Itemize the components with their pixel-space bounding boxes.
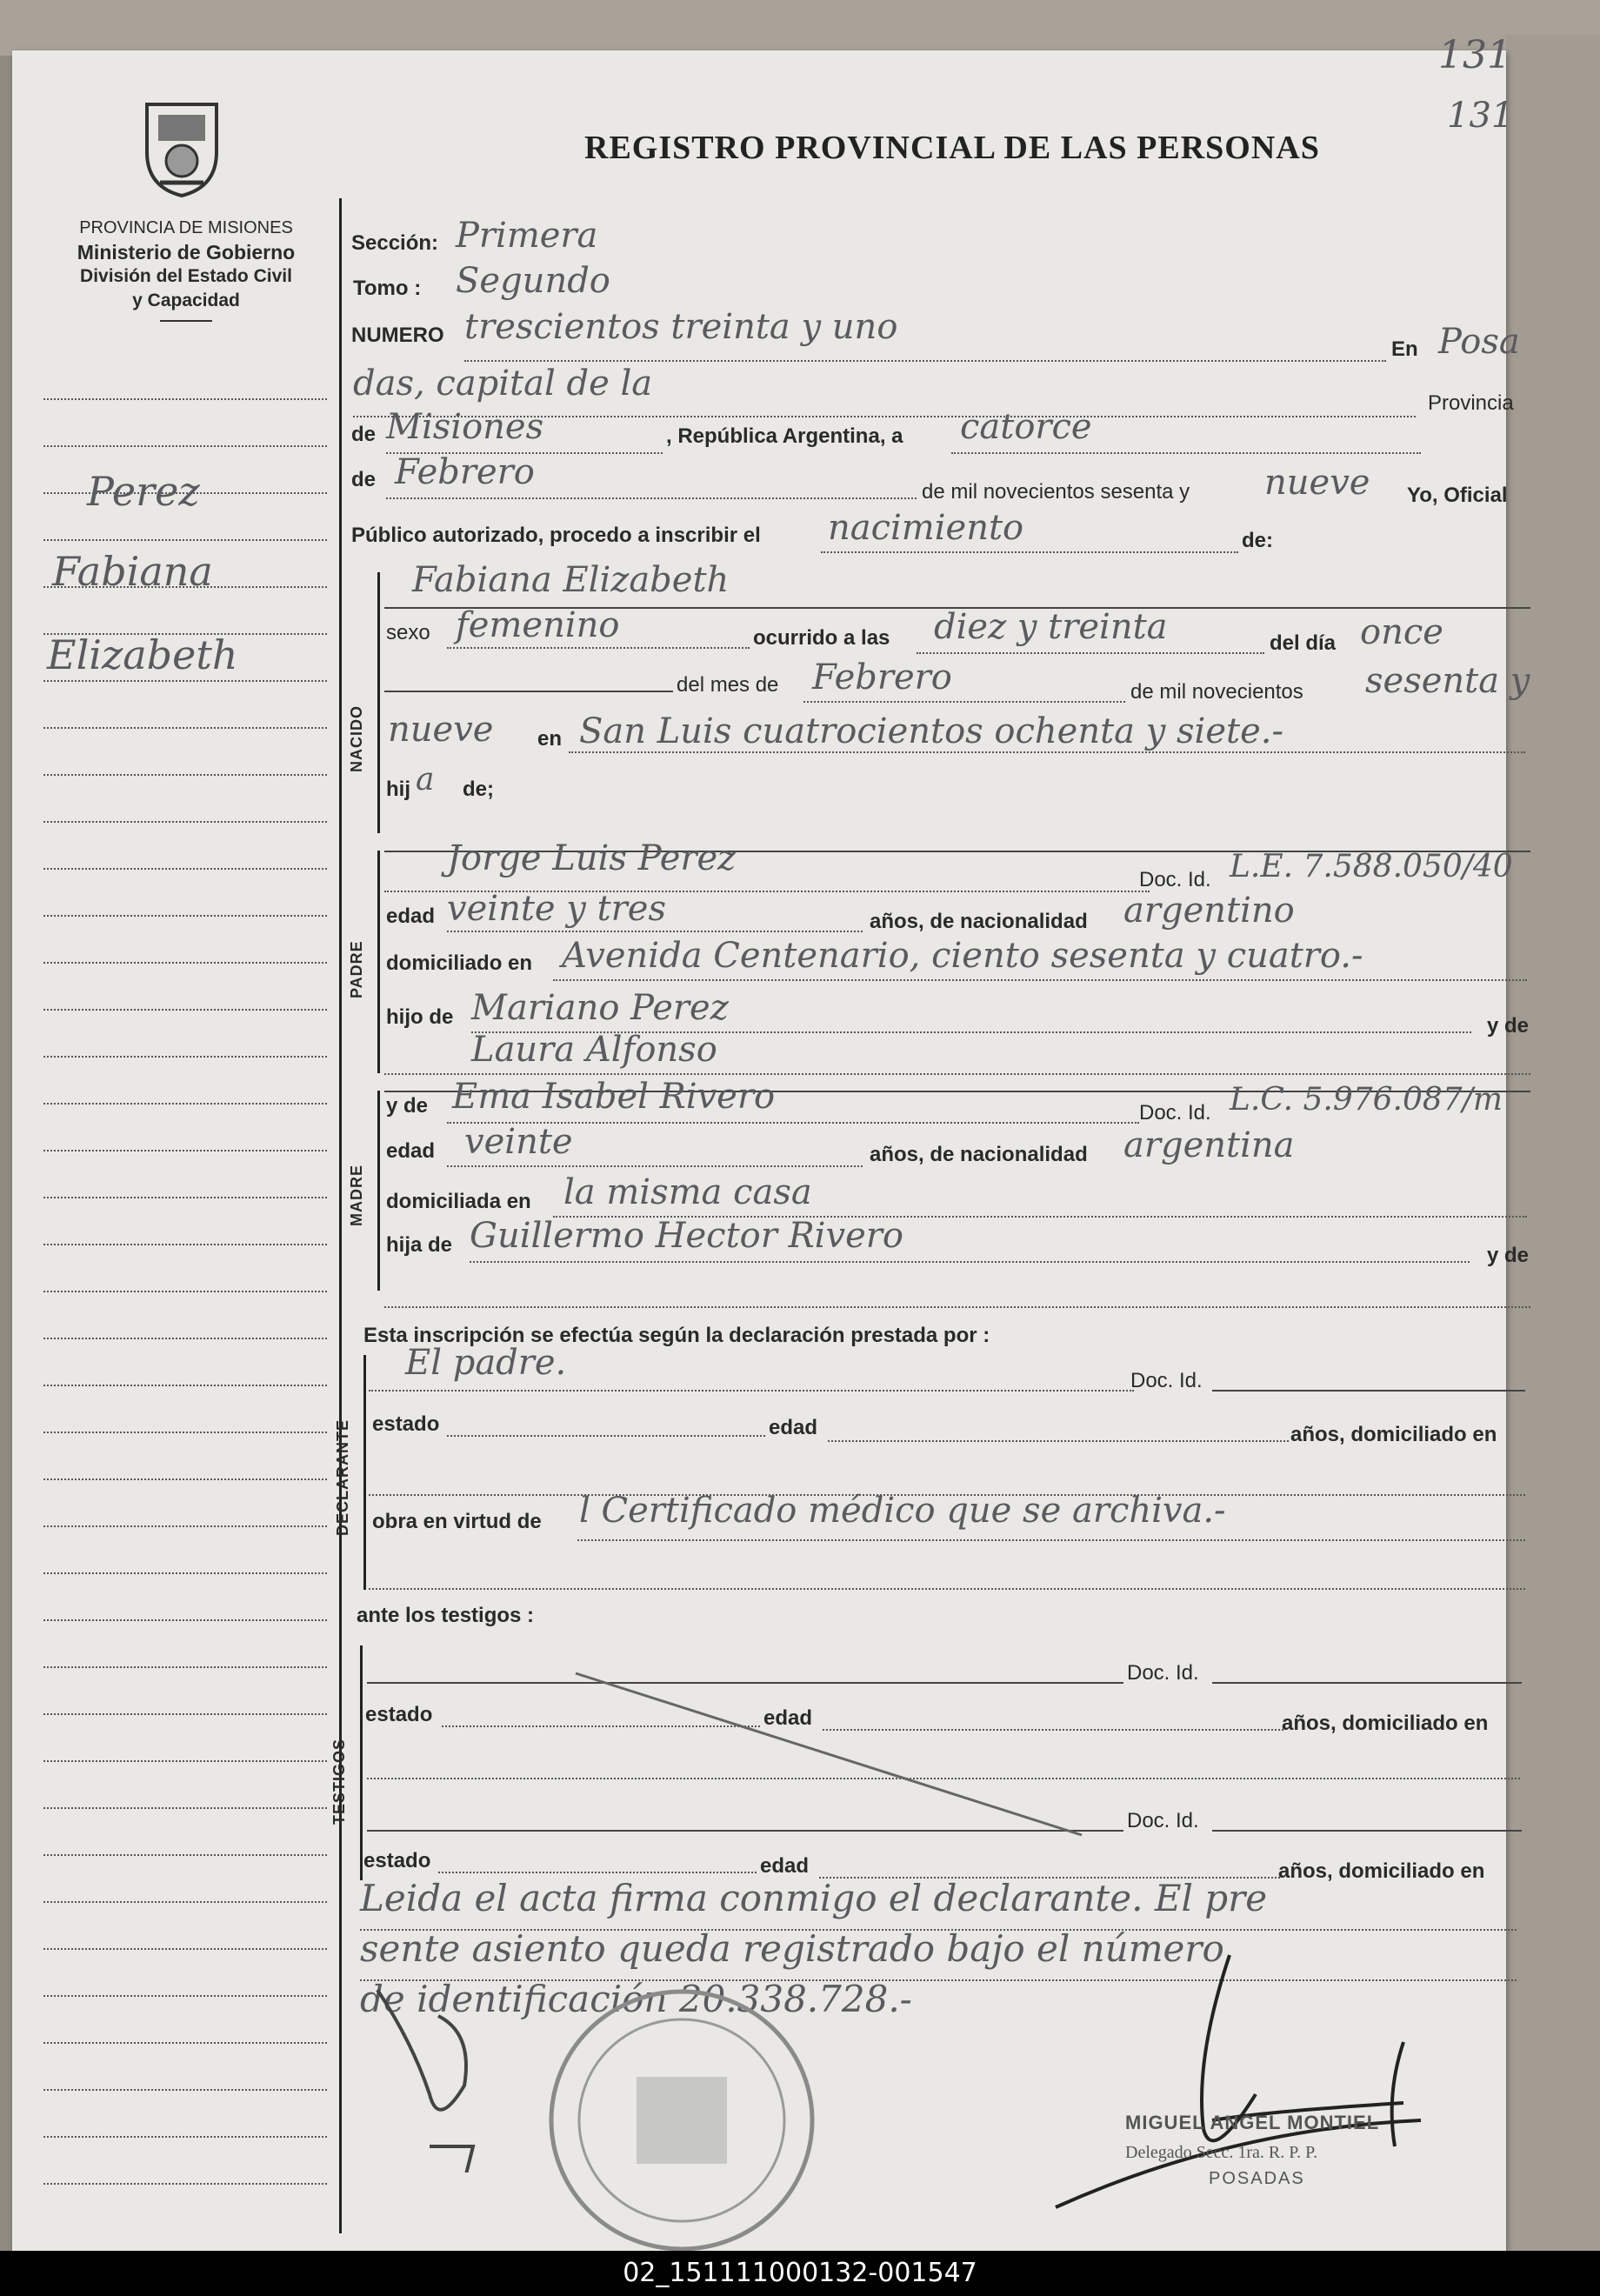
label-del-mes: del mes de [677,673,779,697]
declarant-mark-icon [360,1981,534,2173]
value-sexo: femenino [456,605,620,645]
label-test1-edad: edad [763,1706,813,1730]
margin-dotted-line [43,727,327,729]
label-seccion: Sección: [351,231,439,255]
header-ministry: Ministerio de Gobierno [77,241,296,264]
margin-middle-name: Elizabeth [47,631,238,678]
strike-line [569,1668,1090,1842]
label-republica: , República Argentina, a [666,424,903,448]
margin-dotted-line [43,821,327,823]
value-mes: Febrero [395,452,535,492]
label-obra: obra en virtud de [372,1510,542,1533]
note-line-2: sente asiento queda registrado bajo el número [360,1927,1224,1970]
margin-dotted-line [43,1619,327,1621]
value-madre-edad: veinte [464,1122,573,1162]
value-hij-suffix: a [416,762,435,798]
margin-dotted-line [43,1572,327,1574]
value-madre-doc: L.C. 5.976.087/m [1230,1082,1503,1118]
label-madre-doc: Doc. Id. [1139,1101,1211,1125]
margin-dotted-line [43,1666,327,1668]
value-mes-nac: Febrero [812,657,952,697]
value-nombre: Fabiana Elizabeth [412,560,730,600]
note-line-1: Leida el acta firma conmigo el declarante. El pre [360,1877,1268,1919]
label-de-colon: de: [1242,529,1273,552]
margin-dotted-line [43,1150,327,1151]
label-hijo-de: hijo de [386,1005,454,1029]
margin-dotted-line [43,1103,327,1105]
label-tomo: Tomo : [353,277,422,300]
label-testigo1-doc: Doc. Id. [1127,1661,1199,1685]
label-padre-dom: domiciliado en [386,951,533,975]
side-label-testigos: TESTIGOS [330,1738,348,1825]
label-test2-anos-dom: años, domiciliado en [1278,1859,1485,1883]
label-decl-anos-dom: años, domiciliado en [1290,1423,1497,1446]
page-edge [1506,35,1600,2261]
label-de-mes: de [351,468,377,491]
margin-dotted-line [43,1291,327,1292]
margin-dotted-line [43,1432,327,1433]
label-publico: Público autorizado, procedo a inscribir el [351,524,761,547]
value-declarante: El padre. [405,1343,567,1383]
value-tomo: Segundo [456,261,610,301]
margin-dotted-line [43,1338,327,1339]
value-dia: catorce [960,407,1092,447]
value-dia-nac: once [1360,612,1443,652]
signature-name: MIGUEL ANGEL MONTIEL [1125,2112,1380,2133]
binder-strip [0,0,1600,56]
signature-title: Delegado Secc. 1ra. R. P. P. [1125,2143,1318,2162]
label-esta-inscripcion: Esta inscripción se efectúa según la declaración prestada por : [363,1324,990,1347]
value-padre-doc: L.E. 7.588.050/40 [1230,849,1513,884]
label-madre-y-de: y de [386,1094,429,1118]
label-madre-nac: años, de nacionalidad [870,1143,1088,1166]
label-decl-edad: edad [769,1416,818,1439]
label-padre-doc: Doc. Id. [1139,868,1211,891]
header-province: PROVINCIA DE MISIONES [79,218,293,237]
label-sexo: sexo [386,621,430,644]
label-ocurrido: ocurrido a las [753,626,890,650]
label-provincia: Provincia [1428,391,1514,415]
margin-dotted-line [43,2136,327,2138]
label-de-prov: de [351,423,377,446]
label-mil-novecientos: de mil novecientos sesenta y [922,480,1190,504]
label-padre-edad: edad [386,904,436,928]
official-stamp-icon [534,1981,830,2259]
margin-first-name: Fabiana [52,548,213,595]
value-padre-nac: argentino [1123,891,1295,931]
margin-dotted-line [43,1901,327,1903]
value-provincia: Misiones [386,407,544,447]
page-number-top: 131 [1438,33,1511,77]
header-division: División del Estado Civil [80,266,292,286]
value-padre-hijo-de: Mariano Perez [471,988,729,1028]
label-ante-testigos: ante los testigos : [357,1604,535,1627]
label-decl-estado: estado [372,1412,440,1436]
provincial-seal-icon [134,96,230,200]
margin-dotted-line [43,1478,327,1480]
document-page [12,33,1530,2251]
margin-dotted-line [43,1760,327,1762]
margin-dotted-line [43,539,327,541]
margin-dotted-line [43,2089,327,2091]
margin-dotted-line [43,868,327,870]
label-madre-dom: domiciliada en [386,1190,531,1213]
header-capacity: y Capacidad [132,290,240,310]
value-padre-edad: veinte y tres [447,889,666,929]
margin-dotted-line [43,774,327,776]
value-ano-nac: sesenta y [1365,661,1530,701]
label-del-dia: del día [1270,631,1337,655]
margin-dotted-line [43,398,327,400]
footer-caption: 02_151111000132-001547 [0,2251,1600,2296]
margin-surname: Perez [87,468,200,515]
signature-place: POSADAS [1209,2169,1305,2188]
margin-dotted-line [43,2042,327,2044]
margin-dotted-line [43,1197,327,1198]
page-number: 131 [1447,96,1514,136]
margin-dotted-line [43,1713,327,1715]
label-en: En [1391,337,1418,361]
document-title: REGISTRO PROVINCIAL DE LAS PERSONAS [584,130,1320,166]
value-inscribir: nacimiento [828,508,1024,548]
label-madre-y-de-end: y de [1487,1244,1530,1267]
margin-dotted-line [43,1948,327,1950]
margin-dotted-line [43,1995,327,1997]
value-madre-hija-de: Guillermo Hector Rivero [470,1216,903,1256]
margin-dotted-line [43,1056,327,1058]
side-label-declarante: DECLARANTE [334,1419,351,1536]
margin-dotted-line [43,2183,327,2185]
value-padre-hijo-de2: Laura Alfonso [471,1030,717,1070]
value-seccion: Primera [456,216,598,256]
label-numero: NUMERO [351,324,444,347]
side-label-nacido: NACIDO [348,705,365,772]
value-padre: Jorge Luis Perez [447,838,737,878]
side-label-padre: PADRE [348,940,365,998]
label-madre-edad: edad [386,1139,436,1163]
label-test1-anos-dom: años, domiciliado en [1282,1712,1489,1735]
margin-dotted-line [43,915,327,917]
value-hora: diez y treinta [934,607,1168,647]
margin-dotted-line [43,1807,327,1809]
value-en-cont: das, capital de la [353,364,653,404]
label-testigo2-doc: Doc. Id. [1127,1809,1199,1832]
margin-dotted-line [43,962,327,964]
label-test2-edad: edad [760,1854,810,1878]
margin-dotted-line [43,1244,327,1245]
label-test2-estado: estado [363,1849,431,1872]
value-obra: l Certificado médico que se archiva.- [579,1491,1226,1531]
value-ano-nac2: nueve [388,710,494,750]
side-label-madre: MADRE [348,1165,365,1226]
value-madre: Ema Isabel Rivero [452,1077,776,1117]
value-numero: trescientos treinta y uno [464,307,898,347]
note-line-3: de identificación 20.338.728.- [360,1978,912,2020]
margin-dotted-line [43,680,327,682]
left-column-rule [339,198,342,2233]
label-hij: hij [386,778,410,801]
label-padre-nac: años, de nacionalidad [870,910,1088,933]
margin-dotted-line [43,1009,327,1011]
left-header [38,216,334,322]
value-lugar: San Luis cuatrocientos ochenta y siete.- [579,711,1283,751]
margin-dotted-line [43,1385,327,1386]
label-test1-estado: estado [365,1703,433,1726]
label-de-mil-nov: de mil novecientos [1130,680,1303,704]
label-de-semi: de; [463,778,494,801]
label-en-lugar: en [537,727,563,751]
value-madre-nac: argentina [1123,1125,1295,1165]
margin-dotted-line [43,1854,327,1856]
margin-dotted-line [43,1525,327,1527]
label-yo-oficial: Yo, Oficial [1407,484,1508,507]
margin-dotted-line [43,445,327,447]
value-padre-dom: Avenida Centenario, ciento sesenta y cuatro.- [562,936,1363,976]
label-padre-y-de: y de [1487,1014,1530,1038]
label-hija-de: hija de [386,1233,453,1257]
value-ano: nueve [1264,463,1370,503]
label-declarante-doc: Doc. Id. [1130,1369,1203,1392]
value-en: Posa [1438,322,1520,362]
value-madre-dom: la misma casa [563,1172,812,1212]
